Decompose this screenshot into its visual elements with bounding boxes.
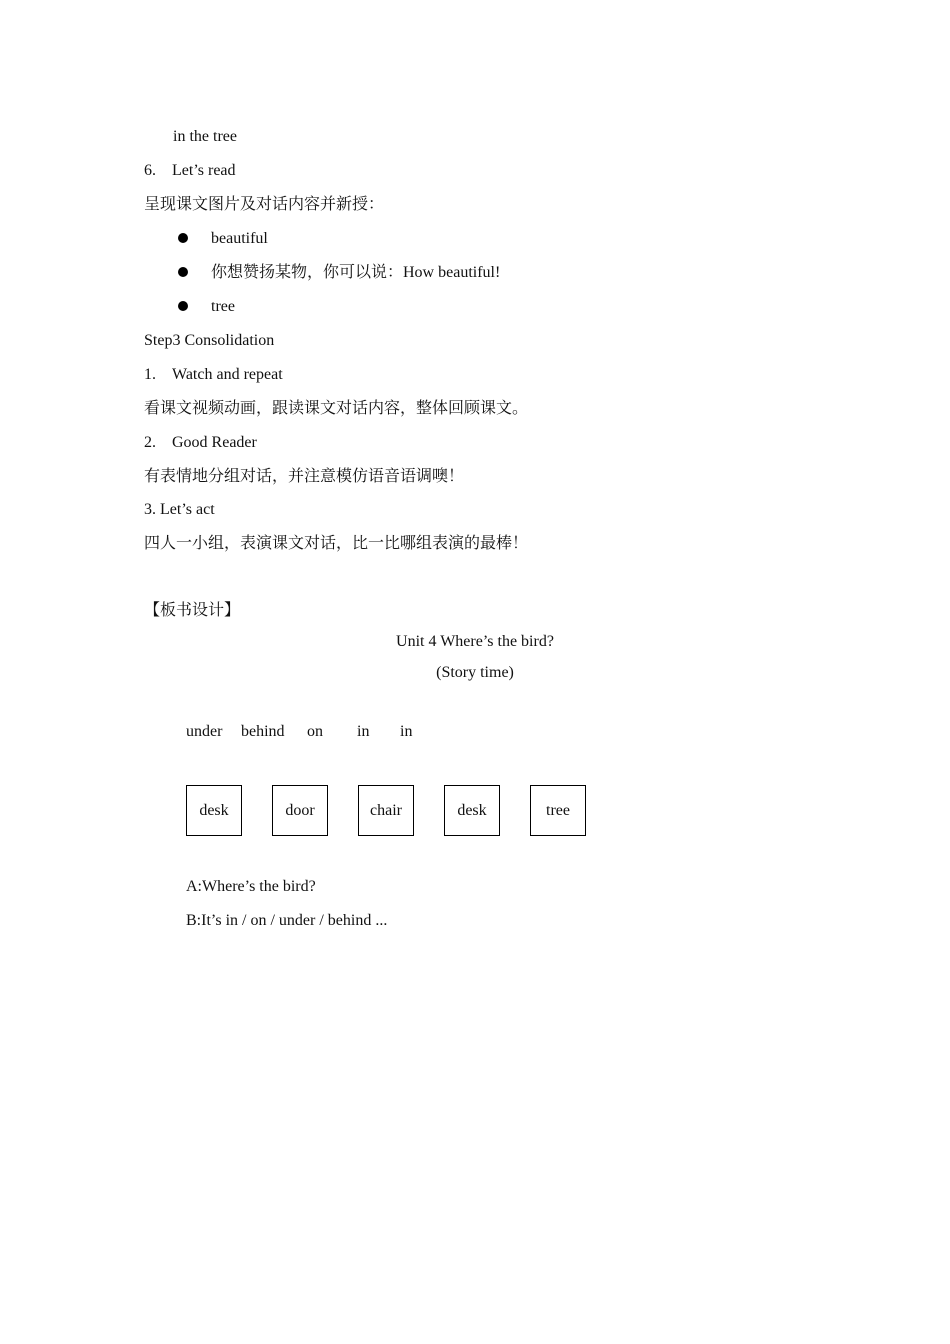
preposition-word: on	[307, 723, 323, 740]
bullet-dot-icon	[178, 301, 188, 311]
word-box: tree	[530, 785, 586, 836]
word-box: chair	[358, 785, 414, 836]
item-2-number: 2.	[144, 434, 156, 451]
board-subtitle: (Story time)	[436, 664, 514, 681]
preposition-word: behind	[241, 723, 285, 740]
item-3-heading: 3. Let’s act	[144, 501, 215, 518]
intro-text: 呈现课文图片及对话内容并新授：	[144, 196, 385, 213]
word-box: desk	[186, 785, 242, 836]
word-box: door	[272, 785, 328, 836]
item-1-heading	[144, 365, 283, 385]
item-1-description: 看课文视频动画，跟读课文对话内容，整体回顾课文。	[144, 400, 529, 417]
bullet-dot-icon	[178, 233, 188, 243]
top-fragment: in the tree	[173, 128, 237, 145]
item-1-title: Watch and repeat	[172, 366, 283, 383]
preposition-word: under	[186, 723, 223, 740]
bullet-item: tree	[211, 298, 235, 315]
preposition-word: in	[400, 723, 413, 740]
dialog-line-a: A:Where’s the bird?	[186, 878, 316, 895]
section-6-heading	[144, 161, 236, 181]
bullet-item: 你想赞扬某物，你可以说：How beautiful!	[211, 264, 501, 281]
item-1-number: 1.	[144, 366, 156, 383]
board-heading: 【板书设计】	[144, 602, 241, 619]
item-3-description: 四人一小组，表演课文对话，比一比哪组表演的最棒！	[144, 535, 529, 552]
step3-heading: Step3 Consolidation	[144, 332, 275, 349]
section-6-title: Let’s read	[172, 162, 236, 179]
item-2-description: 有表情地分组对话，并注意模仿语音语调噢！	[144, 468, 465, 485]
item-2-heading	[144, 433, 257, 453]
board-title: Unit 4 Where’s the bird?	[396, 633, 554, 650]
preposition-word: in	[357, 723, 370, 740]
dialog-line-b: B:It’s in / on / under / behind ...	[186, 912, 388, 929]
word-box: desk	[444, 785, 500, 836]
item-2-title: Good Reader	[172, 434, 257, 451]
bullet-item: beautiful	[211, 230, 268, 247]
bullet-dot-icon	[178, 267, 188, 277]
section-6-number: 6.	[144, 162, 156, 179]
